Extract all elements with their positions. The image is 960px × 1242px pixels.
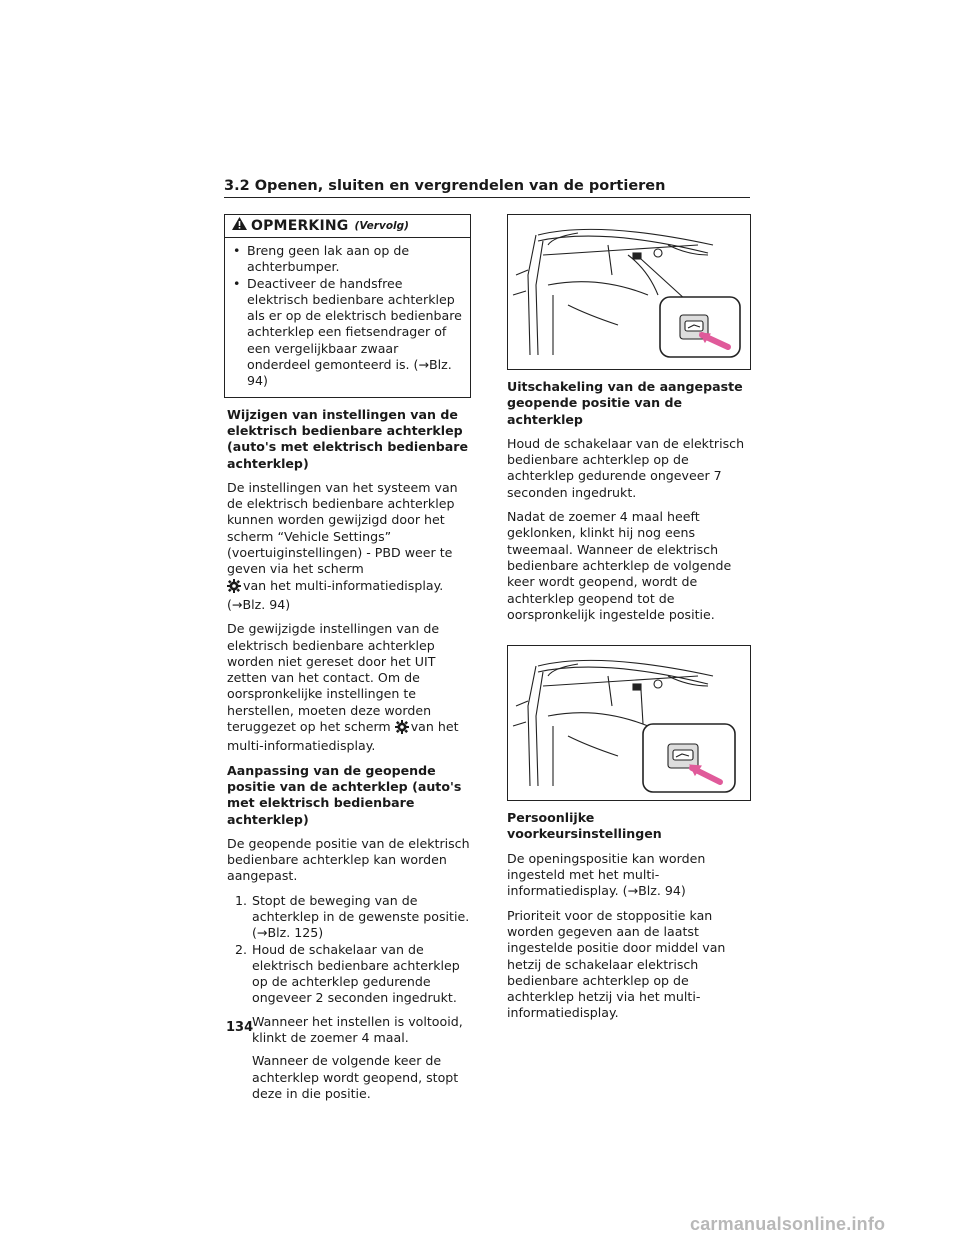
tailgate-illustration [507,645,751,801]
paragraph [227,480,472,613]
heading-disable: Uitschakeling van de aangepaste geopende positie van de achterklep [507,379,743,427]
step-note: Wanneer het instellen is voltooid, klinkt de zoemer 4 maal. [252,1013,463,1046]
step-note: Wanneer de volgende keer de achterklep wordt geopend, stopt deze in die positie. [252,1053,459,1101]
notice-box [224,214,471,398]
step-text: Stopt de beweging van de achterklep in de gewenste positie. (→Blz. 125) [252,892,470,941]
paragraph: Houd de schakelaar van de elektrisch bedienbare achterklep op de achterklep gedurende ongeveer 7 seconden ingedrukt. [507,435,745,500]
notice-body [225,238,470,397]
tailgate-illustration [507,214,751,370]
notice-title: OPMERKING [251,217,349,234]
gear-icon [227,579,241,597]
paragraph-text: De gewijzigde instellingen van de elektrisch bedienbare achterklep worden niet gereset door het UIT zetten van het contact. Om de oorspronkelijke instellingen te herstellen, moeten deze worden teruggezet op het scherm [227,621,440,735]
gear-icon [395,720,409,738]
right-column [507,214,751,1030]
list-item [235,942,472,1007]
left-column [227,214,472,1102]
paragraph: Nadat de zoemer 4 maal heeft geklonken, klinkt hij nog eens tweemaal. Wanneer de elektrisch bedienbare achterklep de volgende keer wordt geopend, wordt de achterklep geopend tot de oorspronkelijk ingestelde positie. [507,509,732,622]
paragraph [227,621,472,754]
paragraph-text: van het multi-informatiedisplay. [227,719,459,754]
paragraph: Prioriteit voor de stoppositie kan worden gegeven aan de laatst ingestelde positie door middel van hetzij de schakelaar elektrisch bedienbare achterklep op de achterklep hetzij via het multi-informatiedisplay. [507,907,726,1021]
step-number: 2. [235,941,248,957]
notice-subtitle: (Vervolg) [354,219,409,232]
list-item [233,243,464,276]
list-item [235,893,472,942]
paragraph-text: van het multi-informatiedisplay. (→Blz. 94) [227,577,444,612]
paragraph-text: De instellingen van het systeem van de elektrisch bedienbare achterklep kunnen worden gewijzigd door het scherm “Vehicle Settings” (voertuiginstellingen) - PBD weer te geven via het scherm [227,479,458,577]
page-number: 134 [226,1020,254,1035]
heading-settings: Wijzigen van instellingen van de elektrisch bedienbare achterklep (auto's met elektrisch bedienbare achterklep) [227,406,468,471]
paragraph: De openingspositie kan worden ingesteld met het multi-informatiedisplay. (→Blz. 94) [507,850,706,899]
section-header: 3.2 Openen, sluiten en vergrendelen van de portieren [224,178,750,198]
bullet-dot: • [233,275,241,291]
warning-icon [231,216,248,235]
bullet-dot: • [233,243,241,258]
step-text: Houd de schakelaar van de elektrisch bedienbare achterklep op de achterklep gedurende ongeveer 2 seconden ingedrukt. [252,941,460,1006]
bullet-text: Deactiveer de handsfree elektrisch bedienbare achterklep als er op de elektrisch bedienbare achterklep een fietsendrager of een vergelijkbaar zwaar onderdeel gemonteerd is. (→Blz. 94) [247,275,462,389]
heading-adjust: Aanpassing van de geopende positie van de achterklep (auto's met elektrisch bedienbare achterklep) [227,762,462,827]
watermark: carmanualsonline.info [690,1214,886,1234]
step-number: 1. [235,892,248,908]
notice-header [225,215,470,238]
list-item [233,276,464,390]
heading-personal: Persoonlijke voorkeursinstellingen [507,810,662,842]
paragraph: De geopende positie van de elektrisch bedienbare achterklep kan worden aangepast. [227,835,470,884]
bullet-text: Breng geen lak aan op de achterbumper. [247,243,410,275]
